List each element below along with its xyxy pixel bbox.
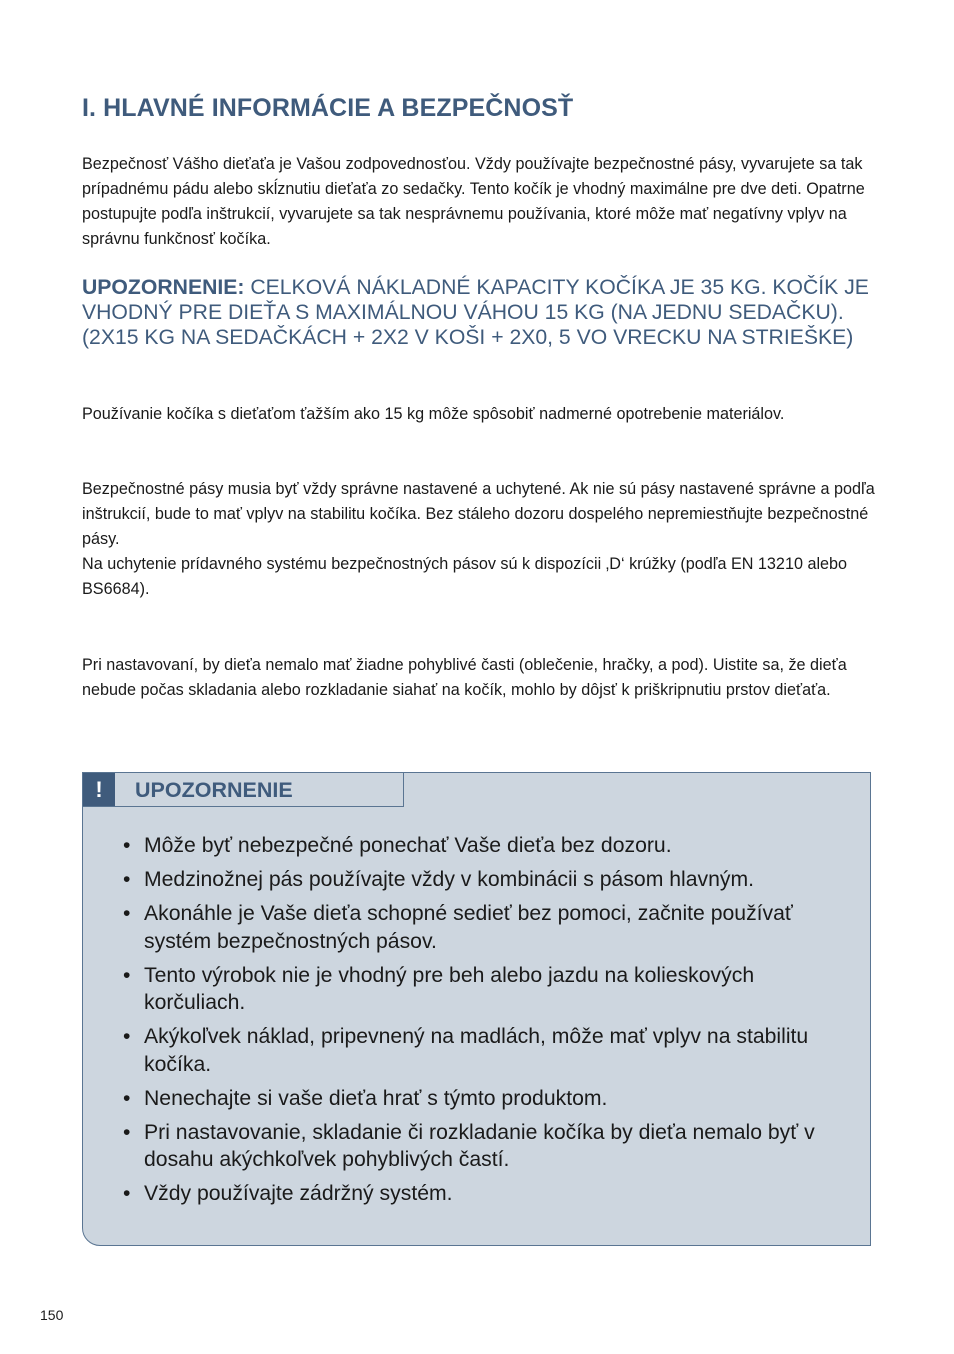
warning-box-header — [83, 773, 404, 807]
section-title: I. HLAVNÉ INFORMÁCIE A BEZPEČNOSŤ — [82, 94, 574, 122]
list-item: • Medzinožnej pás používajte vždy v kombinácii s pásom hlavným. — [123, 866, 853, 894]
weight-paragraph: Používanie kočíka s dieťaťom ťažším ako 15 kg môže spôsobiť nadmerné opotrebenie materiálov. — [82, 405, 785, 423]
exclamation-icon: ! — [83, 773, 115, 806]
warning-box-title: UPOZORNENIE — [135, 778, 293, 802]
list-item: • Môže byť nebezpečné ponechať Vaše dieťa bez dozoru. — [123, 832, 853, 860]
list-item: • Akonáhle je Vaše dieťa schopné sedieť bez pomoci, začnite používať systém bezpečnostných pásov. — [123, 900, 853, 955]
rings-paragraph: Na uchytenie prídavného systému bezpečnostných pásov sú k dispozícii ‚D‘ krúžky (podľa EN 13210 alebo BS6684). — [82, 555, 848, 598]
warning-text: CELKOVÁ NÁKLADNÉ KAPACITY KOČÍKA JE 35 KG. KOČÍK JE VHODNÝ PRE DIEŤA S MAXIMÁLNOU VÁHOU 15 KG (NA JEDNU SEDAČKU). (2X15 KG NA SEDAČKÁCH + 2X2 V KOŠI + 2X0, 5 VO VRECKU NA STRIEŠKE) — [82, 276, 869, 349]
warning-lead: UPOZORNENIE: — [82, 276, 245, 299]
list-item: • Akýkoľvek náklad, pripevnený na madlách, môže mať vplyv na stabilitu kočíka. — [123, 1023, 853, 1078]
list-item: • Vždy používajte zádržný systém. — [123, 1180, 853, 1208]
warning-box — [82, 772, 871, 1246]
adjusting-paragraph: Pri nastavovaní, by dieťa nemalo mať žiadne pohyblivé časti (oblečenie, hračky, a pod). Uistite sa, že dieťa nebude počas skladania alebo rozkladanie siahať na kočík, mohlo by dôjsť k priškripnutiu prstov dieťaťa. — [82, 656, 847, 699]
belts-paragraph: Bezpečnostné pásy musia byť vždy správne nastavené a uchytené. Ak nie sú pásy nastavené správne a podľa inštrukcií, bude to mať vplyv na stabilitu kočíka. Bez stáleho dozoru dospelého nepremiestňujte bezpečnostné pásy. — [82, 480, 875, 548]
capacity-warning — [82, 275, 882, 350]
intro-paragraph: Bezpečnosť Vášho dieťaťa je Vašou zodpovednosťou. Vždy používajte bezpečnostné pásy, vyvarujete sa tak prípadnému pádu alebo skĺznutiu dieťaťa zo sedačky. Tento kočík je vhodný maximálne pre dve deti. Opatrne postupujte podľa inštrukcií, vyvarujete sa tak nesprávnemu používania, ktoré môže mať negatívny vplyv na správnu funkčnosť kočíka. — [82, 155, 865, 248]
page-number: 150 — [40, 1307, 64, 1323]
list-item: • Pri nastavovanie, skladanie či rozkladanie kočíka by dieťa nemalo byť v dosahu akýchkoľvek pohyblivých častí. — [123, 1119, 853, 1174]
list-item: • Nenechajte si vaše dieťa hrať s týmto produktom. — [123, 1085, 853, 1113]
warning-list — [123, 832, 853, 1214]
list-item: • Tento výrobok nie je vhodný pre beh alebo jazdu na kolieskových korčuliach. — [123, 962, 853, 1017]
